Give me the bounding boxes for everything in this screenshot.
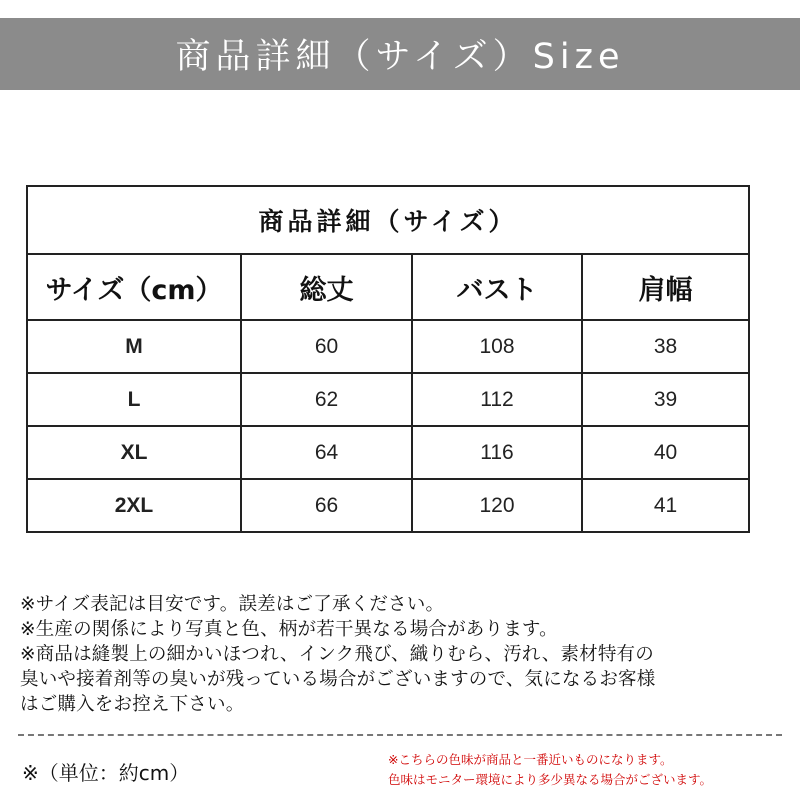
cell-shoulder: 41 [582,479,749,532]
table-row [27,426,749,479]
cell-length: 66 [241,479,412,532]
cell-length: 62 [241,373,412,426]
table-title-row [27,186,749,254]
table-title: 商品詳細（サイズ） [27,186,749,254]
cell-shoulder: 40 [582,426,749,479]
note-line: ※サイズ表記は目安です。誤差はご了承ください。 [20,594,445,615]
cell-bust: 120 [412,479,582,532]
dashed-divider [18,734,782,736]
color-note-line2: 色味はモニター環境により多少異なる場合がございます。 [388,772,713,787]
cell-shoulder: 39 [582,373,749,426]
cell-bust: 116 [412,426,582,479]
note-line: ※生産の関係により写真と色、柄が若干異なる場合があります。 [20,619,558,640]
table-header-row [27,254,749,320]
color-note-line1: ※こちらの色味が商品と一番近いものになります。 [388,752,673,767]
notes-block [20,592,655,717]
cell-length: 64 [241,426,412,479]
cell-size: XL [27,426,241,479]
note-line: ※商品は縫製上の細かいほつれ、インク飛び、織りむら、汚れ、素材特有の [20,644,654,665]
cell-size: L [27,373,241,426]
cell-bust: 108 [412,320,582,373]
header-length: 総丈 [241,254,412,320]
table-row [27,373,749,426]
size-table [26,185,750,533]
table-row [27,479,749,532]
header-bust: バスト [412,254,582,320]
title-banner [0,18,800,90]
table-row [27,320,749,373]
cell-size: M [27,320,241,373]
cell-bust: 112 [412,373,582,426]
cell-shoulder: 38 [582,320,749,373]
header-shoulder: 肩幅 [582,254,749,320]
color-note [388,750,712,790]
unit-note: ※（単位：約cm） [22,761,190,785]
banner-title: 商品詳細（サイズ）Size [175,37,625,77]
cell-length: 60 [241,320,412,373]
note-line: 臭いや接着剤等の臭いが残っている場合がございますので、気になるお客様 [20,669,656,690]
cell-size: 2XL [27,479,241,532]
header-size: サイズ（cm） [27,254,241,320]
note-line: はご購入をお控え下さい。 [20,694,245,715]
